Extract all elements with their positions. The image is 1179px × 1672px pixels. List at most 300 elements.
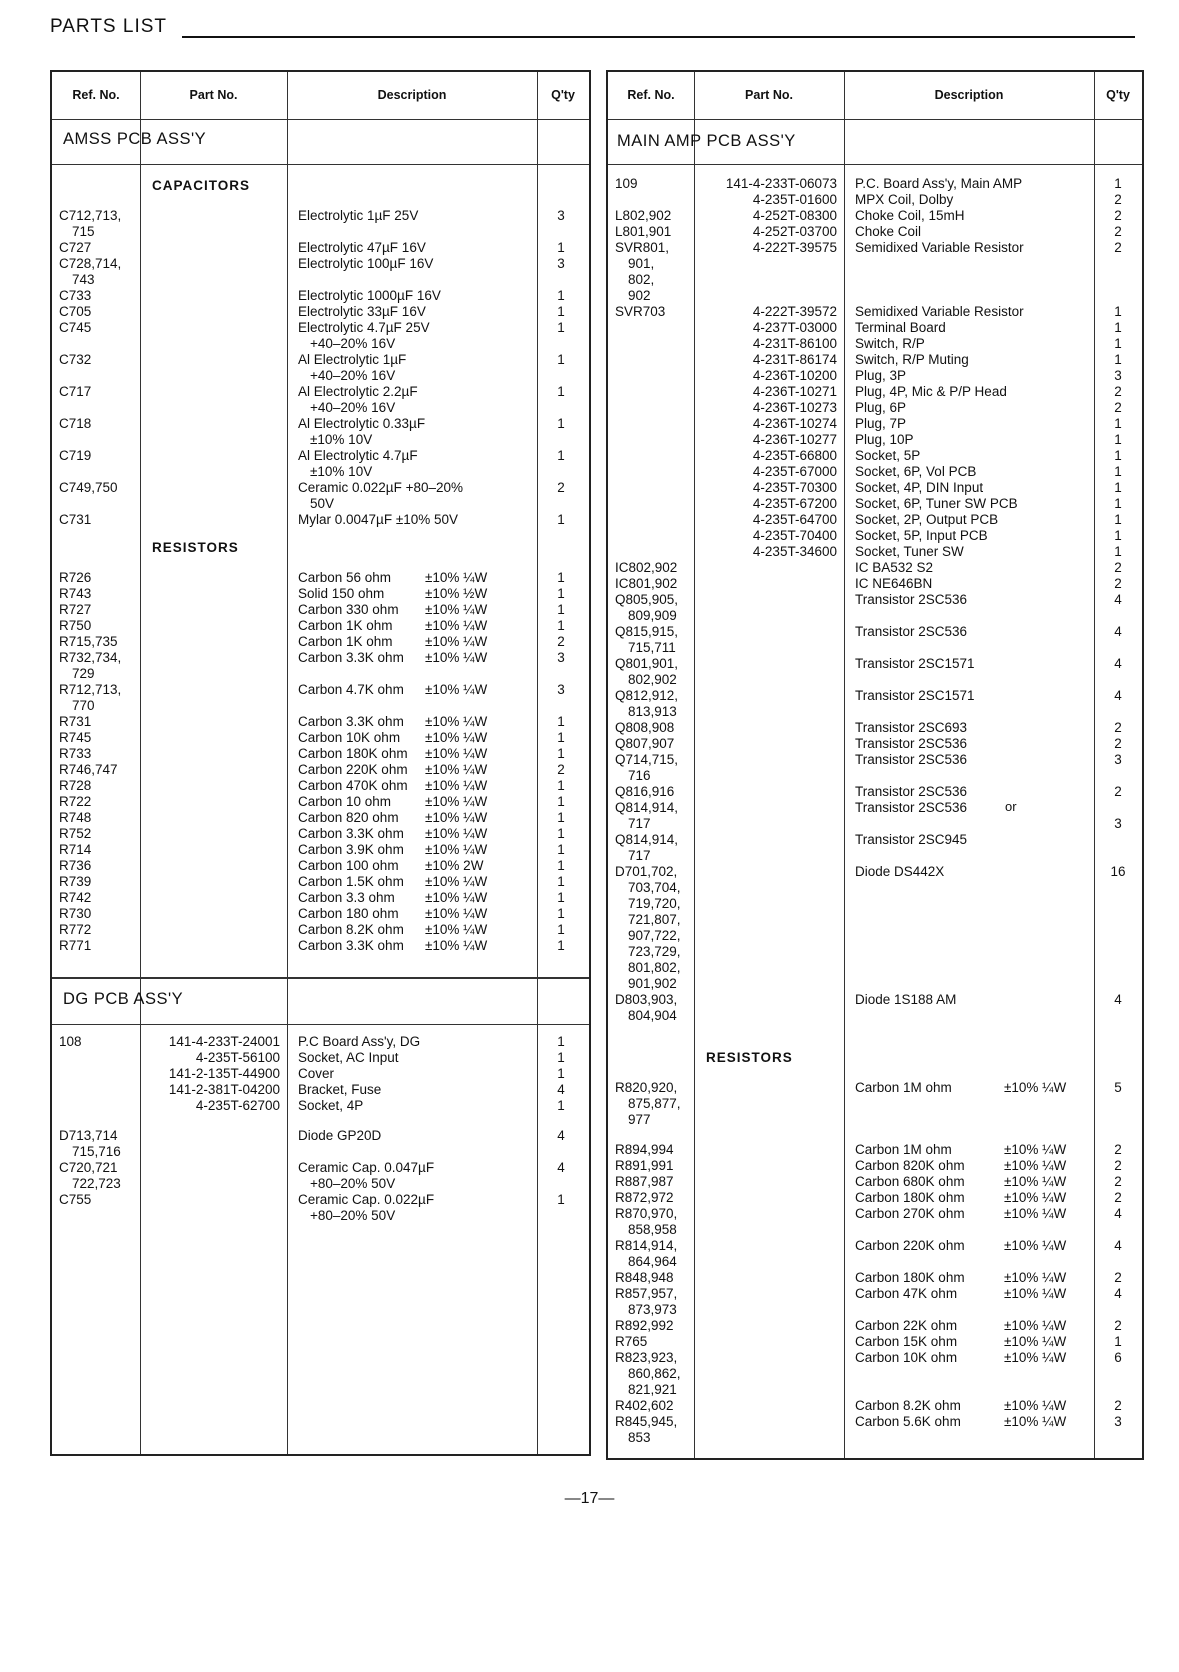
- part-no: [140, 746, 287, 762]
- table-row: [608, 1096, 1142, 1112]
- table-row: [608, 384, 1142, 400]
- description: [844, 576, 1094, 592]
- quantity: [537, 1176, 585, 1192]
- description-text: Carbon 1.5K ohm: [298, 874, 404, 889]
- part-no: 141-4-233T-24001: [168, 1034, 280, 1049]
- description-text: Solid 150 ohm: [298, 586, 385, 601]
- description: [844, 832, 1094, 848]
- part-no: 4-252T-08300: [752, 208, 837, 223]
- table-row: [608, 592, 1142, 608]
- table-row: [608, 304, 1142, 320]
- ref-no: 717: [628, 848, 651, 863]
- part-no: [140, 352, 287, 368]
- table-row: [608, 656, 1142, 672]
- tolerance: ±10% ¼W: [425, 810, 488, 825]
- quantity: 1: [1114, 1334, 1122, 1349]
- part-no: [694, 1174, 844, 1190]
- description-text: Carbon 180 ohm: [298, 906, 399, 921]
- description: [844, 1112, 1094, 1128]
- quantity: [537, 698, 585, 714]
- table-row: [608, 960, 1142, 976]
- description: [287, 288, 537, 304]
- part-no: [140, 762, 287, 778]
- description-text: Carbon 220K ohm: [298, 762, 408, 777]
- description: [844, 1366, 1094, 1382]
- ref-no: 864,964: [628, 1254, 677, 1269]
- ref-no: IC801,902: [615, 576, 678, 591]
- quantity: 1: [557, 890, 565, 905]
- description: [287, 1034, 537, 1050]
- quantity: 2: [1114, 1190, 1122, 1205]
- part-no: [694, 1318, 844, 1334]
- description: [844, 256, 1094, 272]
- part-no: 4-252T-03700: [752, 224, 837, 239]
- quantity: [1094, 1096, 1142, 1112]
- description-text: Transistor 2SC945: [855, 832, 968, 847]
- description-text: Carbon 5.6K ohm: [855, 1414, 961, 1429]
- description-text: Diode 1S188 AM: [855, 992, 957, 1007]
- main-resistors-label: RESISTORS: [706, 1050, 793, 1065]
- table-row: [608, 912, 1142, 928]
- ref-no: 729: [72, 666, 95, 681]
- quantity: 4: [1114, 656, 1122, 671]
- section-divider: [52, 977, 589, 979]
- description-text: Carbon 3.3 ohm: [298, 890, 395, 905]
- part-no: [140, 842, 287, 858]
- quantity: 1: [557, 1066, 565, 1081]
- part-no: [694, 576, 844, 592]
- part-no: [694, 848, 844, 864]
- ref-no: L801,901: [615, 224, 672, 239]
- description: [287, 448, 537, 464]
- ref-no: Q808,908: [615, 720, 675, 735]
- part-no: [140, 698, 287, 714]
- description-text: Cover: [298, 1066, 335, 1081]
- ref-no: R771: [59, 938, 92, 953]
- quantity: 4: [1114, 992, 1122, 1007]
- part-no: [694, 768, 844, 784]
- description-text: Carbon 47K ohm: [855, 1286, 958, 1301]
- quantity: 4: [557, 1082, 565, 1097]
- description-text: Carbon 15K ohm: [855, 1334, 958, 1349]
- description: [844, 960, 1094, 976]
- ref-no: 743: [72, 272, 95, 287]
- description: [287, 794, 537, 810]
- quantity: 1: [557, 352, 565, 367]
- part-no: [694, 720, 844, 736]
- ref-no: C720,721: [59, 1160, 118, 1175]
- part-no: [140, 570, 287, 586]
- header-ref: Ref. No.: [52, 72, 140, 120]
- table-row: [52, 432, 589, 448]
- ref-no: 809,909: [628, 608, 677, 623]
- part-no: [140, 682, 287, 698]
- table-row: [608, 1008, 1142, 1024]
- description-text: +40–20% 16V: [310, 368, 396, 383]
- description-text: Carbon 100 ohm: [298, 858, 399, 873]
- description: [287, 320, 537, 336]
- table-row: [608, 800, 1142, 816]
- part-no: [694, 944, 844, 960]
- tolerance: ±10% ¼W: [425, 570, 488, 585]
- ref-no: C727: [59, 240, 92, 255]
- quantity: 2: [1114, 400, 1122, 415]
- ref-no: Q805,905,: [615, 592, 679, 607]
- description-text: Choke Coil, 15mH: [855, 208, 965, 223]
- part-no: 4-235T-70300: [752, 480, 837, 495]
- ref-no: 901,902: [628, 976, 677, 991]
- description: [287, 938, 537, 954]
- description: [844, 288, 1094, 304]
- ref-no: R845,945,: [615, 1414, 678, 1429]
- description-text: Switch, R/P Muting: [855, 352, 969, 367]
- description-text: P.C. Board Ass'y, Main AMP: [855, 176, 1023, 191]
- quantity: [1094, 912, 1142, 928]
- description-text: Transistor 2SC536: [855, 736, 968, 751]
- description: [844, 1270, 1094, 1286]
- description: [844, 592, 1094, 608]
- table-row: [52, 480, 589, 496]
- table-row: [608, 352, 1142, 368]
- table-row: [608, 240, 1142, 256]
- description-text: Transistor 2SC536: [855, 752, 968, 767]
- table-row: [52, 810, 589, 826]
- part-no: 4-236T-10277: [752, 432, 837, 447]
- quantity: 1: [1114, 176, 1122, 191]
- tolerance: ±10% ¼W: [425, 618, 488, 633]
- ref-no: R727: [59, 602, 92, 617]
- part-no: [140, 256, 287, 272]
- description-text: Carbon 1K ohm: [298, 618, 393, 633]
- quantity: 3: [557, 256, 565, 271]
- description-text: Ceramic Cap. 0.047µF: [298, 1160, 435, 1175]
- table-row: [52, 464, 589, 480]
- tolerance: ±10% ¼W: [425, 778, 488, 793]
- table-row: [608, 864, 1142, 880]
- quantity: [537, 224, 585, 240]
- ref-no: 902: [628, 288, 651, 303]
- ref-no: R726: [59, 570, 92, 585]
- description: [287, 682, 537, 698]
- quantity: [1094, 768, 1142, 784]
- ref-no: 901,: [628, 256, 655, 271]
- description: [844, 1158, 1094, 1174]
- description-text: Carbon 3.3K ohm: [298, 826, 404, 841]
- part-no: [694, 1206, 844, 1222]
- table-row: [608, 336, 1142, 352]
- part-no: [140, 1160, 287, 1176]
- quantity: 1: [1114, 544, 1122, 559]
- part-no: [694, 688, 844, 704]
- table-row: [608, 672, 1142, 688]
- table-row: [608, 624, 1142, 640]
- description-text: Socket, 6P, Vol PCB: [855, 464, 977, 479]
- description: [287, 1128, 537, 1144]
- part-no: [694, 640, 844, 656]
- description-text: Semidixed Variable Resistor: [855, 304, 1024, 319]
- part-no: 4-231T-86100: [752, 336, 837, 351]
- description: [844, 1222, 1094, 1238]
- ref-no: 703,704,: [628, 880, 681, 895]
- table-row: [52, 1034, 589, 1050]
- section-divider: [52, 1024, 589, 1025]
- description: [844, 1174, 1094, 1190]
- part-no: 4-237T-03000: [752, 320, 837, 335]
- part-no: [694, 1080, 844, 1096]
- table-row: [52, 842, 589, 858]
- quantity: 2: [1114, 1270, 1122, 1285]
- table-row: [52, 368, 589, 384]
- description-text: Ceramic Cap. 0.022µF: [298, 1192, 435, 1207]
- dg-rows: [52, 1034, 589, 1224]
- description: [287, 746, 537, 762]
- table-row: [608, 1112, 1142, 1128]
- table-row: [608, 1142, 1142, 1158]
- main-amp-section-title: MAIN AMP PCB ASS'Y: [617, 132, 796, 150]
- ref-no: 977: [628, 1112, 651, 1127]
- quantity: 1: [557, 288, 565, 303]
- ref-no: [608, 432, 694, 448]
- description: [844, 416, 1094, 432]
- page-header: [50, 16, 1135, 40]
- table-row: [52, 336, 589, 352]
- table-row: [608, 272, 1142, 288]
- table-row: [52, 288, 589, 304]
- table-row: [608, 224, 1142, 240]
- table-row: [608, 688, 1142, 704]
- ref-no: C718: [59, 416, 92, 431]
- part-no: [694, 1270, 844, 1286]
- ref-no: R872,972: [615, 1190, 674, 1205]
- tolerance: ±10% ¼W: [1004, 1350, 1067, 1365]
- tolerance: ±10% ¼W: [425, 714, 488, 729]
- table-row: [52, 682, 589, 698]
- quantity: [1094, 640, 1142, 656]
- quantity: [1094, 928, 1142, 944]
- description-text: Electrolytic 33µF 16V: [298, 304, 426, 319]
- ref-no: R772: [59, 922, 92, 937]
- part-no: [694, 1286, 844, 1302]
- description: [844, 992, 1094, 1008]
- part-no: [694, 1158, 844, 1174]
- table-row: [52, 618, 589, 634]
- ref-no: R732,734,: [59, 650, 122, 665]
- ref-no: SVR703: [615, 304, 666, 319]
- description: [844, 768, 1094, 784]
- part-no: [694, 1112, 844, 1128]
- quantity: 1: [557, 746, 565, 761]
- tolerance: ±10% ¼W: [1004, 1158, 1067, 1173]
- ref-no: 715,716: [72, 1144, 121, 1159]
- ref-no: C719: [59, 448, 92, 463]
- description-text: Carbon 180K ohm: [855, 1190, 965, 1205]
- table-row: [608, 544, 1142, 560]
- header-part: Part No.: [140, 72, 287, 120]
- description: [844, 320, 1094, 336]
- table-row: [608, 976, 1142, 992]
- part-no: [140, 586, 287, 602]
- part-no: [694, 608, 844, 624]
- description: [844, 1350, 1094, 1366]
- table-row: [52, 778, 589, 794]
- ref-no: IC802,902: [615, 560, 678, 575]
- quantity: 1: [1114, 416, 1122, 431]
- ref-no: Q812,912,: [615, 688, 679, 703]
- description-text: Plug, 6P: [855, 400, 907, 415]
- description: [844, 448, 1094, 464]
- description: [844, 672, 1094, 688]
- description-text: Switch, R/P: [855, 336, 925, 351]
- ref-no: C712,713,: [59, 208, 122, 223]
- table-row: [608, 944, 1142, 960]
- ref-no: [608, 400, 694, 416]
- description-text: Transistor 2SC1571: [855, 656, 975, 671]
- description: [844, 736, 1094, 752]
- description-text: Carbon 330 ohm: [298, 602, 399, 617]
- ref-no: C745: [59, 320, 92, 335]
- part-no: [140, 320, 287, 336]
- description-text: +40–20% 16V: [310, 336, 396, 351]
- quantity: 4: [1114, 1206, 1122, 1221]
- table-row: [608, 192, 1142, 208]
- ref-no: Q814,914,: [615, 832, 679, 847]
- ref-no: R712,713,: [59, 682, 122, 697]
- description: [287, 906, 537, 922]
- tolerance: ±10% 2W: [425, 858, 484, 873]
- part-no: [694, 1254, 844, 1270]
- quantity: 2: [557, 762, 565, 777]
- quantity: 4: [1114, 624, 1122, 639]
- ref-no: R739: [59, 874, 92, 889]
- quantity: 1: [557, 826, 565, 841]
- description: [844, 1334, 1094, 1350]
- description: [844, 192, 1094, 208]
- ref-no: R731: [59, 714, 92, 729]
- quantity: 4: [1114, 688, 1122, 703]
- table-row: [52, 698, 589, 714]
- table-row: [52, 922, 589, 938]
- description-text: Al Electrolytic 2.2µF: [298, 384, 418, 399]
- description-text: Carbon 56 ohm: [298, 570, 392, 585]
- description: [287, 352, 537, 368]
- amss-resistor-rows: [52, 570, 589, 954]
- description: [287, 586, 537, 602]
- part-no: 4-235T-01600: [752, 192, 837, 207]
- ref-no: [608, 336, 694, 352]
- description: [287, 810, 537, 826]
- ref-no: [608, 480, 694, 496]
- ref-no: C728,714,: [59, 256, 122, 271]
- description: [287, 496, 537, 512]
- description: [844, 976, 1094, 992]
- description-text: Choke Coil: [855, 224, 922, 239]
- description: [844, 480, 1094, 496]
- quantity: [537, 666, 585, 682]
- part-no: [140, 650, 287, 666]
- description: [287, 730, 537, 746]
- description-text: Socket, 5P, Input PCB: [855, 528, 988, 543]
- part-no: [694, 928, 844, 944]
- quantity: 1: [1114, 352, 1122, 367]
- description: [287, 304, 537, 320]
- quantity: [537, 400, 585, 416]
- description: [287, 714, 537, 730]
- part-no: [140, 448, 287, 464]
- table-row: [52, 1144, 589, 1160]
- description: [844, 720, 1094, 736]
- quantity: 1: [557, 448, 565, 463]
- tolerance: ±10% ¼W: [1004, 1270, 1067, 1285]
- description: [844, 208, 1094, 224]
- table-row: [608, 1190, 1142, 1206]
- table-row: [52, 634, 589, 650]
- description-text: Carbon 180K ohm: [298, 746, 408, 761]
- table-row: [608, 448, 1142, 464]
- part-no: [694, 880, 844, 896]
- table-row: [608, 400, 1142, 416]
- part-no: [694, 1398, 844, 1414]
- part-no: [694, 960, 844, 976]
- table-row: [52, 384, 589, 400]
- table-row: [52, 650, 589, 666]
- part-no: [140, 778, 287, 794]
- table-row: [52, 416, 589, 432]
- header-qty: Q'ty: [1094, 72, 1142, 120]
- ref-no: C732: [59, 352, 92, 367]
- description: [287, 272, 537, 288]
- table-row: [608, 1222, 1142, 1238]
- quantity: 1: [557, 586, 565, 601]
- table-row: [608, 1238, 1142, 1254]
- description: [287, 512, 537, 528]
- description: [287, 1082, 537, 1098]
- description: [287, 922, 537, 938]
- ref-no: 853: [628, 1430, 651, 1445]
- ref-no: [52, 432, 140, 448]
- right-parts-table: [606, 70, 1144, 1460]
- description: [844, 496, 1094, 512]
- table-row: [52, 1160, 589, 1176]
- table-row: [608, 416, 1142, 432]
- description-text: Plug, 4P, Mic & P/P Head: [855, 384, 1007, 399]
- description: [844, 816, 1094, 832]
- part-no: 4-235T-67000: [752, 464, 837, 479]
- description: [844, 1302, 1094, 1318]
- ref-no: R722: [59, 794, 92, 809]
- description: [844, 640, 1094, 656]
- quantity: 2: [1114, 576, 1122, 591]
- description-text: Plug, 3P: [855, 368, 907, 383]
- part-no: [694, 752, 844, 768]
- description: [844, 928, 1094, 944]
- tolerance: ±10% ¼W: [1004, 1334, 1067, 1349]
- table-row: [608, 752, 1142, 768]
- part-no: [694, 864, 844, 880]
- ref-no: Q807,907: [615, 736, 675, 751]
- table-row: [608, 704, 1142, 720]
- part-no: 4-231T-86174: [752, 352, 837, 367]
- table-row: [608, 320, 1142, 336]
- table-row: [52, 1128, 589, 1144]
- part-no: [140, 634, 287, 650]
- part-no: [694, 624, 844, 640]
- part-no: 4-222T-39572: [752, 304, 837, 319]
- ref-no: Q801,901,: [615, 656, 679, 671]
- header-desc: Description: [287, 72, 537, 120]
- description: [844, 1382, 1094, 1398]
- part-no: [694, 1238, 844, 1254]
- part-no: [140, 400, 287, 416]
